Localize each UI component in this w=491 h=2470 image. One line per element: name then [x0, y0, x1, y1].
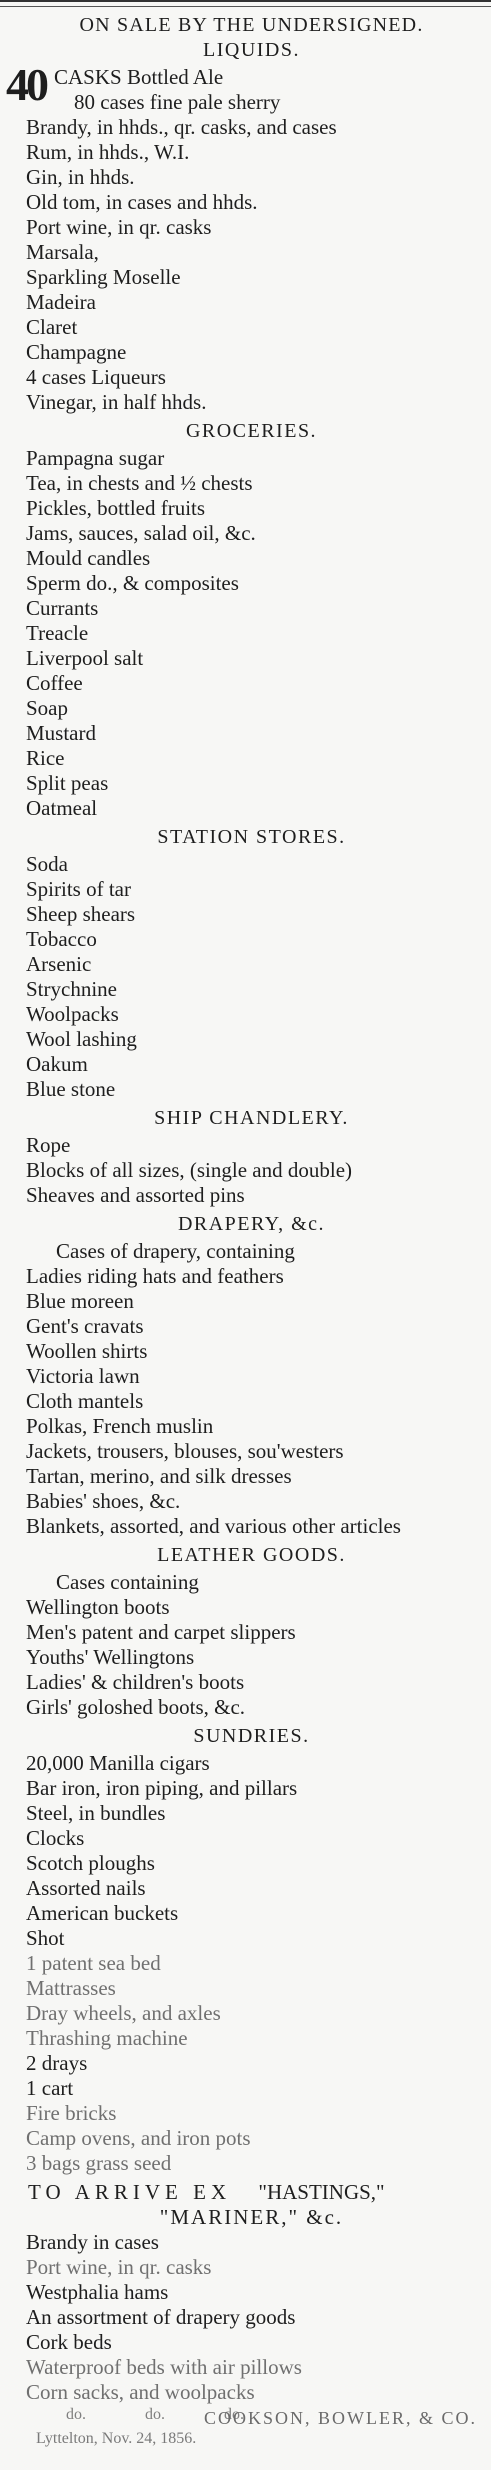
list-item: Treacle — [26, 621, 89, 645]
list-item: Woolpacks — [26, 1002, 119, 1026]
list-item: Blue stone — [26, 1077, 116, 1101]
list-item: Old tom, in cases and hhds. — [26, 190, 258, 214]
list-item: Sperm do., & composites — [26, 571, 239, 595]
section-title-sundries: SUNDRIES. — [193, 1725, 310, 1747]
list-item: Mattrasses — [26, 1976, 116, 2000]
liquids-list — [26, 115, 477, 415]
list-item: An assortment of drapery goods — [26, 2305, 296, 2329]
list-item: Spirits of tar — [26, 877, 131, 901]
section-title-drapery: DRAPERY, &c. — [177, 1213, 326, 1235]
list-item: Wool lashing — [26, 1027, 137, 1051]
list-item: Dray wheels, and axles — [26, 2001, 221, 2025]
groceries-list — [26, 446, 477, 821]
list-item: Tartan, merino, and silk dresses — [26, 1464, 292, 1488]
list-item: Sparkling Moselle — [26, 265, 181, 289]
dateline: Lyttelton, Nov. 24, 1856. — [36, 2430, 197, 2447]
section-title-liquids: LIQUIDS. — [203, 39, 300, 61]
list-item: Gent's cravats — [26, 1314, 144, 1338]
list-item: American buckets — [26, 1901, 179, 1925]
list-item: Girls' goloshed boots, &c. — [26, 1695, 246, 1719]
list-item: Thrashing machine — [26, 2026, 188, 2050]
list-item: Port wine, in qr. casks — [26, 215, 212, 239]
list-item: Sheep shears — [26, 902, 136, 926]
list-item: Port wine, in qr. casks — [26, 2255, 212, 2279]
section-title-ship-chandlery: SHIP CHANDLERY. — [154, 1107, 349, 1129]
list-item: Woollen shirts — [26, 1339, 148, 1363]
leather-goods-list — [26, 1595, 477, 1720]
list-item: Steel, in bundles — [26, 1801, 166, 1825]
list-item: Shot — [26, 1926, 65, 1950]
list-item: 1 cart — [26, 2076, 74, 2100]
list-item: Pampagna sugar — [26, 446, 165, 470]
list-item: Rice — [26, 746, 65, 770]
section-title-station-stores: STATION STORES. — [157, 826, 346, 848]
station-stores-list — [26, 852, 477, 1102]
lead-text — [54, 65, 280, 115]
list-item: Marsala, — [26, 240, 99, 264]
list-item: Cork beds — [26, 2330, 112, 2354]
list-item: Victoria lawn — [26, 1364, 140, 1388]
list-item: Wellington boots — [26, 1595, 170, 1619]
list-item: Tea, in chests and ½ chests — [26, 471, 253, 495]
list-item: Blocks of all sizes, (single and double) — [26, 1158, 353, 1182]
drapery-list — [26, 1264, 477, 1539]
list-item: Fire bricks — [26, 2101, 117, 2125]
lead-entry — [6, 59, 477, 115]
list-item: Blue moreen — [26, 1289, 134, 1313]
lead-line-1: CASKS Bottled Ale — [54, 65, 224, 89]
list-item: Westphalia hams — [26, 2280, 169, 2304]
list-item: Polkas, French muslin — [26, 1414, 214, 1438]
list-item: Sheaves and assorted pins — [26, 1183, 245, 1207]
list-item: Corn sacks, and woolpacks — [26, 2380, 255, 2404]
list-item: Split peas — [26, 771, 109, 795]
section-title-groceries: GROCERIES. — [185, 420, 318, 442]
ship-name-mariner: "MARINER," &c. — [159, 2205, 344, 2229]
list-item: Camp ovens, and iron pots — [26, 2126, 251, 2150]
list-item: Ladies' & children's boots — [26, 1670, 245, 1694]
list-item: 3 bags grass seed — [26, 2151, 172, 2175]
list-item: Mould candles — [26, 546, 151, 570]
list-item: Soap — [26, 696, 68, 720]
list-item: Oatmeal — [26, 796, 98, 820]
list-item: Brandy in cases — [26, 2230, 159, 2254]
list-item: Bar iron, iron piping, and pillars — [26, 1776, 298, 1800]
list-item: Cloth mantels — [26, 1389, 144, 1413]
sundries-list — [26, 1751, 477, 2176]
list-item: Liverpool salt — [26, 646, 144, 670]
list-item: Clocks — [26, 1826, 85, 1850]
list-item: Strychnine — [26, 977, 117, 1001]
list-item: Brandy, in hhds., qr. casks, and cases — [26, 115, 337, 139]
list-item: Champagne — [26, 340, 127, 364]
list-item: Rum, in hhds., W.I. — [26, 140, 190, 164]
list-item: Oakum — [26, 1052, 88, 1076]
to-arrive-list — [26, 2230, 477, 2405]
leather-subhead: Cases containing — [56, 1570, 199, 1594]
page-title: ON SALE BY THE UNDERSIGNED. — [79, 14, 424, 36]
list-item: Jackets, trousers, blouses, sou'westers — [26, 1439, 344, 1463]
list-item: Ladies riding hats and feathers — [26, 1264, 284, 1288]
lead-line-2: 80 cases fine pale sherry — [74, 90, 281, 114]
signature: COOKSON, BOWLER, & CO. — [203, 2408, 477, 2428]
list-item: Vinegar, in half hhds. — [26, 390, 207, 414]
ship-name-hastings: "HASTINGS," — [258, 2180, 385, 2204]
list-item: Mustard — [26, 721, 96, 745]
list-item: Claret — [26, 315, 78, 339]
list-item: Blankets, assorted, and various other articles — [26, 1514, 401, 1538]
list-item: Men's patent and carpet slippers — [26, 1620, 296, 1644]
top-rule — [0, 0, 491, 7]
section-title-leather-goods: LEATHER GOODS. — [157, 1544, 346, 1566]
list-item: Pickles, bottled fruits — [26, 496, 206, 520]
list-item: Soda — [26, 852, 68, 876]
list-item: Waterproof beds with air pillows — [26, 2355, 302, 2379]
list-item: Currants — [26, 596, 99, 620]
ship-chandlery-list — [26, 1133, 477, 1208]
lead-number: 40 — [6, 59, 46, 110]
list-item: Rope — [26, 1133, 71, 1157]
list-item: 4 cases Liqueurs — [26, 365, 166, 389]
ditto-marks: do. do. do. — [66, 2406, 244, 2423]
list-item: Assorted nails — [26, 1876, 146, 1900]
drapery-subhead: Cases of drapery, containing — [56, 1239, 295, 1263]
list-item: 20,000 Manilla cigars — [26, 1751, 210, 1775]
list-item: Arsenic — [26, 952, 92, 976]
list-item: Scotch ploughs — [26, 1851, 155, 1875]
list-item: Jams, sauces, salad oil, &c. — [26, 521, 256, 545]
list-item: Madeira — [26, 290, 96, 314]
list-item: Youths' Wellingtons — [26, 1645, 195, 1669]
list-item: 1 patent sea bed — [26, 1951, 161, 1975]
list-item: Coffee — [26, 671, 83, 695]
list-item: Tobacco — [26, 927, 97, 951]
list-item: 2 drays — [26, 2051, 88, 2075]
to-arrive-line — [26, 2180, 477, 2205]
list-item: Gin, in hhds. — [26, 165, 135, 189]
list-item: Babies' shoes, &c. — [26, 1489, 181, 1513]
to-arrive-label: TO ARRIVE EX — [28, 2180, 232, 2204]
